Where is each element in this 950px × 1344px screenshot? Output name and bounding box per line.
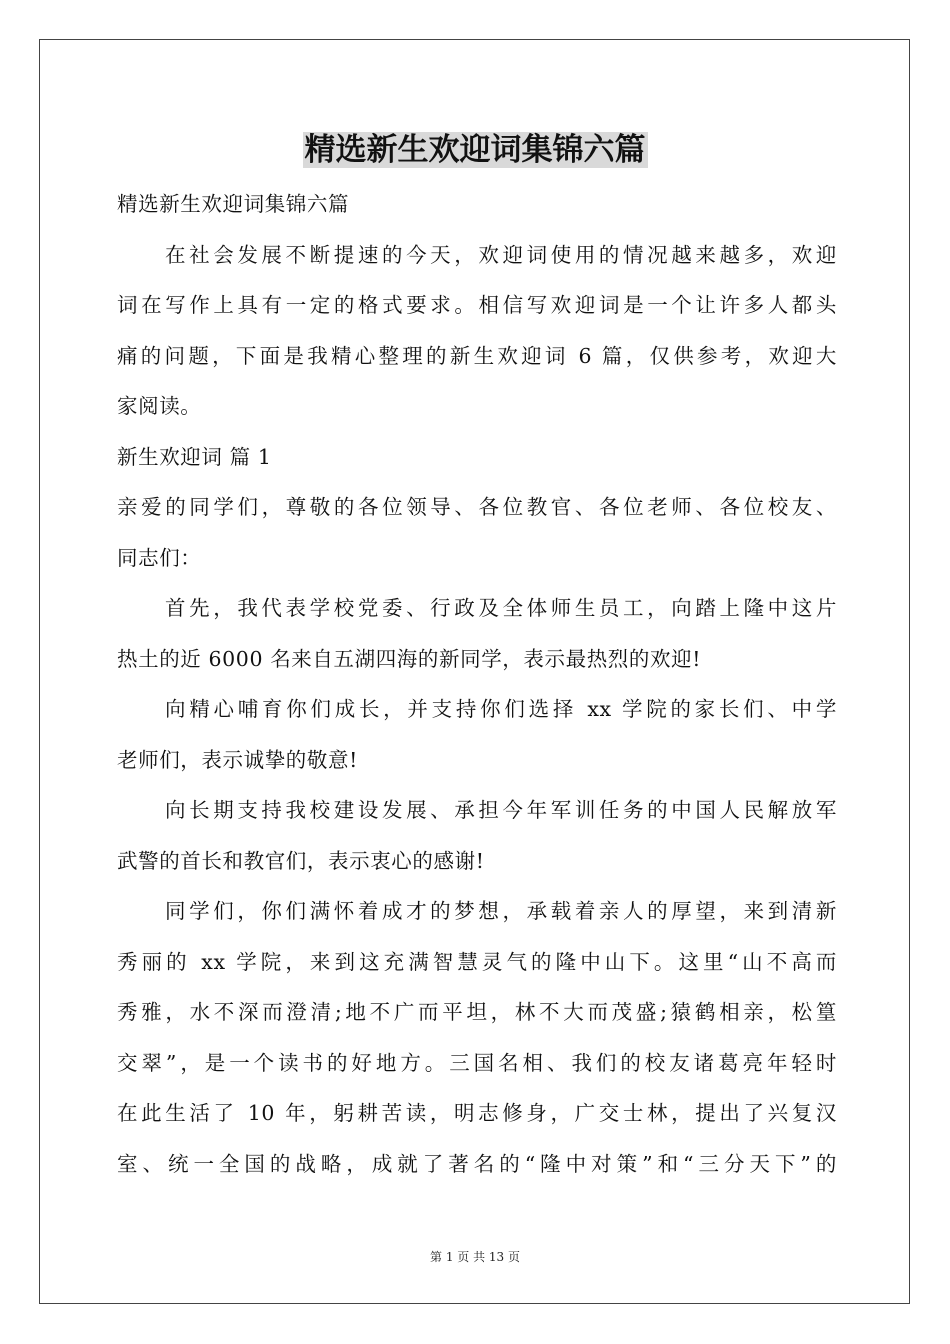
paragraph-line: 向长期支持我校建设发展、承担今年军训任务的中国人民解放军 [165,798,837,822]
document-title [0,128,950,172]
document-title-text: 精选新生欢迎词集锦六篇 [304,132,646,168]
paragraph-line: 痛的问题，下面是我精心整理的新生欢迎词 6 篇，仅供参考，欢迎大 [117,343,837,368]
document-body [117,179,837,1189]
paragraph-line: 秀雅，水不深而澄清;地不广而平坦，林不大而茂盛;猿鹤相亲，松篁 [117,1000,837,1024]
paragraph-line: 同学们，你们满怀着成才的梦想，承载着亲人的厚望，来到清新 [165,899,837,923]
paragraph-line: 亲爱的同学们，尊敬的各位领导、各位教官、各位老师、各位校友、 [117,495,837,519]
paragraph-line: 首先，我代表学校党委、行政及全体师生员工，向踏上隆中这片 [165,596,837,620]
paragraph-line: 室、统一全国的战略，成就了著名的“隆中对策”和“三分天下”的 [117,1151,837,1176]
page-footer: 第 1 页 共 13 页 [430,1250,520,1264]
paragraph-line: 交翠”，是一个读书的好地方。三国名相、我们的校友诸葛亮年轻时 [117,1050,837,1075]
paragraph-line: 热土的近 6000 名来自五湖四海的新同学，表示最热烈的欢迎! [117,646,702,671]
paragraph-line: 新生欢迎词 篇 1 [117,444,272,469]
paragraph-line: 武警的首长和教官们，表示衷心的感谢! [117,848,485,873]
paragraph-line: 词在写作上具有一定的格式要求。相信写欢迎词是一个让许多人都头 [117,293,837,317]
paragraph-line: 在社会发展不断提速的今天，欢迎词使用的情况越来越多，欢迎 [165,242,837,267]
paragraph-line: 老师们，表示诚挚的敬意! [117,747,358,772]
paragraph-line: 秀丽的 xx 学院，来到这充满智慧灵气的隆中山下。这里“山不高而 [117,949,837,974]
paragraph-line: 精选新生欢迎词集锦六篇 [117,192,350,216]
paragraph-line: 同志们： [117,545,202,570]
paragraph-line: 向精心哺育你们成长，并支持你们选择 xx 学院的家长们、中学 [165,697,837,721]
paragraph-line: 家阅读。 [117,394,202,418]
paragraph-line: 在此生活了 10 年，躬耕苦读，明志修身，广交士林，提出了兴复汉 [117,1101,837,1125]
